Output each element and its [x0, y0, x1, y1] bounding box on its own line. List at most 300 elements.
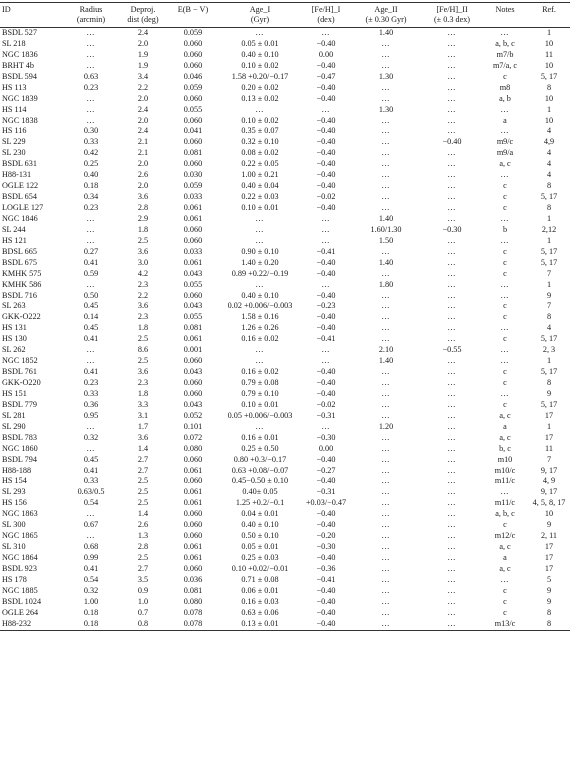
cell-ebv: 0.061: [183, 498, 203, 508]
cell-feh1: −0.31: [316, 410, 336, 420]
cell-deproj: 3.6: [137, 301, 149, 311]
cell-radius: 0.14: [83, 312, 99, 322]
table-row: [0, 411, 570, 422]
cell-age2: …: [381, 301, 391, 311]
cell-notes: a, c: [499, 159, 511, 169]
cell-age2: …: [381, 115, 391, 125]
cell-feh1: +0.03/−0.47: [305, 498, 347, 508]
cell-feh2: …: [447, 126, 457, 136]
cell-ebv: 0.001: [183, 345, 203, 355]
cell-feh2: …: [447, 279, 457, 289]
cell-notes: c: [503, 246, 507, 256]
cell-ebv: 0.061: [183, 334, 203, 344]
cell-age1: …: [255, 356, 265, 366]
cell-ref: 2, 11: [540, 531, 558, 541]
cell-age1: 0.10 ± 0.02: [241, 60, 279, 70]
cell-feh2: −0.55: [442, 345, 462, 355]
cell-id: NGC 1885: [2, 585, 38, 595]
cell-age1: 0.89 +0.22/−0.19: [231, 268, 289, 278]
cell-radius: 0.41: [83, 563, 99, 573]
cell-radius: 0.63: [83, 71, 99, 81]
cell-ref: 1: [546, 104, 552, 114]
cell-age2: …: [381, 542, 391, 552]
cell-deproj: 2.4: [137, 104, 149, 114]
cell-age1: …: [255, 213, 265, 223]
cell-age2: 1.40: [378, 257, 394, 267]
cell-id: HS 151: [2, 388, 27, 398]
cell-radius: …: [86, 356, 96, 366]
table-row: [0, 422, 570, 433]
cell-deproj: 3.5: [137, 574, 149, 584]
cell-feh2: …: [447, 531, 457, 541]
cell-feh2: …: [447, 323, 457, 333]
cell-radius: 0.41: [83, 334, 99, 344]
cell-id: BSDL 761: [2, 367, 37, 377]
cell-ebv: 0.060: [183, 159, 203, 169]
cell-age2: 1.30: [378, 104, 394, 114]
cell-id: SL 281: [2, 410, 26, 420]
cell-ebv: 0.059: [183, 181, 203, 191]
cell-notes: …: [500, 356, 510, 366]
cell-ref: 10: [544, 509, 554, 519]
cell-feh1: …: [321, 279, 331, 289]
cell-age2: 1.40: [378, 213, 394, 223]
cell-feh2: …: [447, 192, 457, 202]
cell-notes: m7/b: [496, 49, 514, 59]
cell-feh1: −0.20: [316, 531, 336, 541]
cell-deproj: 1.9: [137, 49, 149, 59]
cell-ebv: 0.078: [168, 619, 218, 630]
cell-notes: m9/c: [496, 137, 514, 147]
cell-notes: a, c: [499, 432, 511, 442]
cell-feh1: 0.00: [318, 443, 334, 453]
cell-age2: …: [381, 607, 391, 617]
cell-id: HS 178: [2, 574, 27, 584]
cell-age2: …: [381, 520, 391, 530]
cell-ebv: 0.061: [183, 465, 203, 475]
cell-feh2: …: [447, 378, 457, 387]
cell-ebv: 0.060: [183, 115, 203, 125]
cell-age2: 1.20: [378, 421, 394, 431]
cell-ebv: 0.060: [183, 38, 203, 48]
cell-deproj: 3.6: [137, 432, 149, 442]
cell-id: BSDL 716: [2, 290, 37, 300]
cell-age1: 0.40 ± 0.10: [241, 49, 279, 59]
cell-id: SL 244: [2, 224, 26, 234]
cell-age1: 0.50 ± 0.10: [241, 531, 279, 541]
cell-id: KMHK 586: [2, 279, 42, 289]
col-header-id: ID: [0, 3, 64, 16]
cell-feh1: −0.40: [316, 93, 336, 103]
cell-ebv: 0.033: [183, 246, 203, 256]
cell-feh2: …: [447, 410, 457, 420]
table-row: [0, 433, 570, 444]
cell-feh2: …: [447, 607, 457, 617]
cell-id: SL 293: [2, 487, 26, 497]
cell-id: BSDL 594: [2, 71, 37, 81]
cell-ebv: 0.043: [183, 367, 203, 377]
cell-age2: …: [381, 388, 391, 398]
cell-age1: 0.10 ± 0.01: [241, 203, 279, 212]
cell-deproj: 1.8: [137, 323, 149, 333]
cell-deproj: 2.1: [137, 137, 149, 147]
cell-age2: …: [381, 454, 391, 464]
cell-notes: m9/a: [496, 148, 514, 158]
cell-notes: c: [503, 268, 507, 278]
cell-feh2: …: [447, 312, 457, 322]
cell-ref: 4: [546, 323, 552, 333]
cell-age2: 1.40: [378, 28, 394, 37]
cell-feh1: −0.40: [316, 290, 336, 300]
cell-age1: 0.16 ± 0.01: [241, 432, 279, 442]
cell-age1: 1.40 ± 0.20: [241, 257, 279, 267]
cell-age1: 0.16 ± 0.03: [241, 596, 279, 606]
cell-id: BDSL 665: [2, 246, 37, 256]
cell-notes: …: [500, 487, 510, 497]
col-subheader-radius: (arcmin): [64, 15, 118, 28]
cell-ref: 5, 17: [540, 367, 558, 377]
cell-ref: 17: [544, 410, 554, 420]
cell-deproj: 0.8: [118, 619, 168, 630]
col-header-ebv: E(B − V): [168, 3, 218, 16]
cell-deproj: 2.5: [137, 334, 149, 344]
cell-ref: 1: [546, 28, 552, 37]
cell-age1: 0.35 ± 0.07: [241, 126, 279, 136]
cell-ref: 7: [546, 454, 552, 464]
cell-ref: 8: [546, 181, 552, 191]
cell-ebv: 0.043: [183, 268, 203, 278]
cell-notes: …: [500, 235, 510, 245]
cell-feh2: …: [447, 82, 457, 92]
cell-age1: 0.25 ± 0.03: [241, 553, 279, 562]
cell-notes: c: [503, 192, 507, 202]
cell-radius: 0.27: [83, 246, 99, 256]
cell-ref: 1: [546, 279, 552, 289]
cell-feh2: …: [447, 246, 457, 256]
cell-age1: 0.20 ± 0.02: [241, 82, 279, 92]
cell-feh2: …: [447, 498, 457, 508]
cell-feh1: −0.40: [316, 378, 336, 387]
cell-ebv: 0.060: [183, 235, 203, 245]
cell-deproj: 8.6: [137, 345, 149, 355]
cell-radius: …: [86, 28, 96, 37]
cell-notes: a, c: [499, 563, 511, 573]
table-row: [0, 498, 570, 509]
cell-notes: m8: [499, 82, 511, 92]
cell-deproj: 1.8: [137, 388, 149, 398]
cell-radius: 0.41: [83, 367, 99, 377]
cell-feh2: …: [447, 563, 457, 573]
table-row: [0, 564, 570, 575]
cell-ref: 5, 17: [540, 192, 558, 202]
cell-feh1: −0.02: [316, 399, 336, 409]
cell-radius: 0.67: [83, 520, 99, 530]
table-row: [0, 619, 570, 630]
cell-ref: 5, 17: [540, 246, 558, 256]
cell-ref: 11: [545, 49, 553, 59]
cell-deproj: 1.4: [137, 509, 149, 519]
cell-ebv: 0.055: [183, 279, 203, 289]
cell-deproj: 2.5: [137, 553, 149, 562]
cell-notes: …: [500, 388, 510, 398]
header-row-1: [0, 3, 570, 16]
cell-deproj: 1.8: [137, 224, 149, 234]
cell-ebv: 0.081: [183, 323, 203, 333]
cell-feh1: −0.02: [316, 192, 336, 202]
cell-age2: …: [381, 432, 391, 442]
cell-age2: …: [381, 38, 391, 48]
cell-age1: …: [255, 421, 265, 431]
table-row: [0, 148, 570, 159]
cell-deproj: 0.7: [137, 607, 149, 617]
table-row: [0, 247, 570, 258]
cell-age1: 0.16 ± 0.02: [241, 367, 279, 377]
cell-ebv: 0.060: [183, 290, 203, 300]
cell-ebv: 0.080: [183, 443, 203, 453]
cell-feh2: …: [447, 421, 457, 431]
cell-age2: …: [381, 476, 391, 486]
cell-notes: c: [503, 181, 507, 191]
table-row: [0, 444, 570, 455]
table-row: [0, 334, 570, 345]
cell-age1: 0.25 ± 0.50: [241, 443, 279, 453]
cell-age1: 0.80 +0.3/−0.17: [233, 454, 287, 464]
cell-notes: c: [503, 203, 507, 212]
col-header-feh1: [Fe/H]_I: [302, 3, 350, 16]
table-row: [0, 225, 570, 236]
cell-notes: m13/c: [482, 619, 528, 630]
cell-notes: c: [503, 71, 507, 81]
cell-age2: …: [381, 378, 391, 387]
cell-age2: …: [381, 465, 391, 475]
cell-age2: …: [381, 334, 391, 344]
cell-ebv: 0.043: [183, 399, 203, 409]
cell-id: H88-232: [0, 619, 64, 630]
cell-feh2: …: [447, 257, 457, 267]
cell-age1: …: [255, 28, 265, 37]
cell-age2: …: [381, 93, 391, 103]
cell-radius: …: [86, 104, 96, 114]
cell-ebv: 0.060: [183, 509, 203, 519]
cell-feh2: …: [447, 115, 457, 125]
cell-notes: b, c: [499, 443, 511, 453]
cell-ref: 4,9: [543, 137, 555, 147]
table-row: [0, 509, 570, 520]
cell-id: HS 156: [2, 498, 27, 508]
cell-age1: 0.40 ± 0.04: [241, 181, 279, 191]
cell-deproj: 2.0: [137, 159, 149, 169]
table-row: [0, 597, 570, 608]
cell-ref: 4: [546, 170, 552, 180]
cell-ref: 1: [546, 421, 552, 431]
cell-ref: 1: [546, 235, 552, 245]
cell-ebv: 0.060: [183, 60, 203, 70]
cell-notes: c: [503, 334, 507, 344]
cell-radius: …: [86, 93, 96, 103]
cell-age1: 1.25 +0.2/−0.1: [235, 498, 285, 508]
cell-notes: c: [503, 596, 507, 606]
cell-deproj: 3.6: [137, 367, 149, 377]
cell-notes: m12/c: [494, 531, 516, 541]
cell-radius: 0.33: [83, 388, 99, 398]
cell-id: NGC 1852: [2, 356, 38, 366]
col-header-radius: Radius: [64, 3, 118, 16]
cell-radius: …: [86, 345, 96, 355]
table-body: [0, 28, 570, 631]
cell-ebv: 0.061: [183, 257, 203, 267]
cell-feh1: −0.40: [316, 454, 336, 464]
cell-age2: …: [381, 498, 391, 508]
cell-radius: 0.33: [83, 476, 99, 486]
table-row: [0, 170, 570, 181]
cell-radius: 0.41: [83, 257, 99, 267]
cell-radius: …: [86, 49, 96, 59]
cell-age1: 0.63 +0.08/−0.07: [231, 465, 289, 475]
cell-notes: a: [503, 553, 507, 562]
cell-feh2: …: [447, 235, 457, 245]
cell-deproj: 2.4: [137, 28, 149, 37]
cell-ebv: 0.060: [183, 520, 203, 530]
cell-ref: 9: [546, 388, 552, 398]
cell-feh1: …: [321, 421, 331, 431]
cell-feh2: …: [447, 476, 457, 486]
cell-age1: 0.40 ± 0.10: [241, 520, 279, 530]
cell-notes: …: [500, 574, 510, 584]
cell-feh1: −0.30: [316, 542, 336, 552]
cell-ref: 9: [546, 520, 552, 530]
cell-feh2: …: [447, 148, 457, 158]
cell-deproj: 2.9: [137, 213, 149, 223]
cell-age1: 0.05 ± 0.01: [241, 38, 279, 48]
cell-age2: …: [381, 531, 391, 541]
table-row: [0, 378, 570, 389]
cell-radius: …: [86, 531, 96, 541]
cell-age1: 0.22 ± 0.03: [241, 192, 279, 202]
table-row: [0, 367, 570, 378]
cell-age2: 1.30: [378, 71, 394, 81]
cell-radius: 0.40: [83, 170, 99, 180]
cell-ref: 10: [544, 38, 554, 48]
cell-notes: a, c: [499, 542, 511, 552]
cell-feh1: …: [321, 345, 331, 355]
cell-ebv: 0.060: [183, 476, 203, 486]
cell-ebv: 0.078: [183, 607, 203, 617]
cell-age2: …: [381, 246, 391, 256]
cell-notes: m11/c: [494, 498, 516, 508]
cell-feh1: −0.47: [316, 71, 336, 81]
cell-feh2: …: [447, 399, 457, 409]
col-subheader-deproj: dist (deg): [118, 15, 168, 28]
cell-ebv: 0.055: [183, 312, 203, 322]
cell-age1: 0.02 +0.006/−0.003: [227, 301, 293, 311]
cell-feh1: −0.31: [316, 487, 336, 497]
cell-ebv: 0.055: [183, 104, 203, 114]
cell-deproj: 2.7: [137, 465, 149, 475]
cell-feh2: …: [447, 432, 457, 442]
cell-deproj: 3.3: [137, 399, 149, 409]
cell-ebv: 0.060: [183, 388, 203, 398]
table-row: [0, 389, 570, 400]
cell-deproj: 2.5: [137, 476, 149, 486]
cell-ref: 2,12: [541, 224, 557, 234]
cell-age1: 1.58 +0.20/−0.17: [231, 71, 289, 81]
cell-feh2: …: [447, 388, 457, 398]
cell-age2: …: [350, 619, 422, 630]
cell-id: SL 290: [2, 421, 26, 431]
cell-feh2: …: [447, 203, 457, 212]
cell-ref: 8: [546, 378, 552, 387]
cell-ebv: 0.061: [183, 213, 203, 223]
col-subheader-ebv: [168, 15, 218, 28]
cell-deproj: 2.2: [137, 290, 149, 300]
table-row: [0, 50, 570, 61]
cell-age2: …: [381, 268, 391, 278]
cell-ref: 10: [544, 115, 554, 125]
cell-feh2: …: [447, 268, 457, 278]
cell-id: NGC 1863: [2, 509, 38, 519]
table-row: [0, 586, 570, 597]
cell-radius: 0.68: [83, 542, 99, 552]
cell-radius: 0.54: [83, 498, 99, 508]
cell-feh1: −0.40: [316, 203, 336, 212]
cell-notes: c: [503, 367, 507, 377]
cell-age1: 1.26 ± 0.26: [241, 323, 279, 333]
cell-age2: …: [381, 148, 391, 158]
cell-feh1: 0.00: [318, 49, 334, 59]
table-row: [0, 159, 570, 170]
cell-radius: 0.34: [83, 192, 99, 202]
cell-deproj: 1.3: [137, 531, 149, 541]
cell-ref: 9, 17: [540, 465, 558, 475]
cell-age1: 0.22 ± 0.05: [241, 159, 279, 169]
cell-ebv: 0.059: [183, 82, 203, 92]
cell-ref: 17: [544, 432, 554, 442]
col-header-deproj: Deproj.: [118, 3, 168, 16]
cell-radius: 0.50: [83, 290, 99, 300]
cell-age2: …: [381, 399, 391, 409]
cell-notes: …: [500, 279, 510, 289]
table-row: [0, 608, 570, 619]
cell-radius: 0.30: [83, 126, 99, 136]
cell-ebv: 0.060: [183, 49, 203, 59]
cell-ref: 8: [546, 82, 552, 92]
cell-feh1: −0.23: [316, 301, 336, 311]
cell-feh2: …: [447, 367, 457, 377]
cell-deproj: 2.7: [137, 454, 149, 464]
cell-notes: c: [503, 301, 507, 311]
cell-ref: 1: [546, 213, 552, 223]
cell-notes: a, b: [499, 93, 511, 103]
cell-feh1: −0.40: [316, 148, 336, 158]
cell-feh1: −0.40: [316, 367, 336, 377]
cell-ref: 10: [544, 93, 554, 103]
cell-radius: 0.63/0.5: [77, 487, 105, 497]
cell-age2: …: [381, 553, 391, 562]
cell-ref: 9, 17: [540, 487, 558, 497]
cell-radius: 0.32: [83, 585, 99, 595]
cell-ref: 5, 17: [540, 257, 558, 267]
cell-deproj: 1.9: [137, 60, 149, 70]
cell-deproj: 2.1: [137, 148, 149, 158]
cell-radius: 0.25: [83, 159, 99, 169]
table-row: [0, 575, 570, 586]
cell-age2: …: [381, 137, 391, 147]
cell-radius: …: [86, 115, 96, 125]
cell-ref: 5: [546, 574, 552, 584]
cell-age2: …: [381, 312, 391, 322]
cell-deproj: 2.3: [137, 312, 149, 322]
cell-feh2: …: [447, 60, 457, 70]
